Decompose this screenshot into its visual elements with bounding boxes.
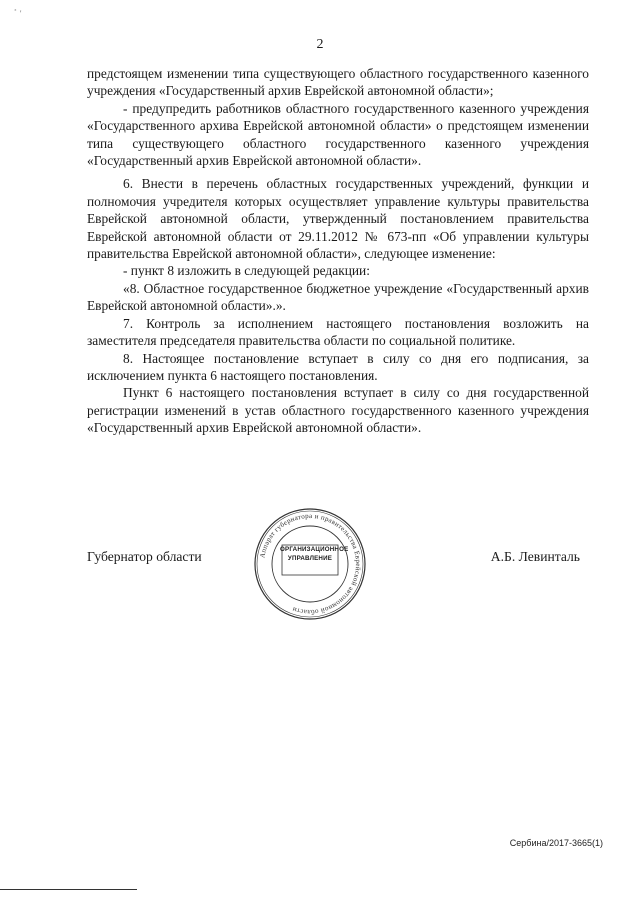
paragraph-effective-date: Пункт 6 настоящего постановления вступает в силу со дня государственной регистрации изменений в устав областного государственного казенного учреждения «Государственный архив Еврейской автономной области». [87,385,589,436]
stamp-ring-text: Аппарат губернатора и правительства Еврейской автономной области [258,511,363,617]
paragraph-item-8-edit: - пункт 8 изложить в следующей редакции: [123,263,370,279]
corner-mark: ﾞ ' [14,9,22,18]
paragraph-item-6: 6. Внести в перечень областных государственных учреждений, функции и полномочия учредителя которых осуществляет управление культуры правительства Еврейской автономной области, утвержденный постановлением правительства Еврейской автономной области от 29.11.2012 № 673-пп «Об управлении культуры правительства Еврейской автономной области», следующее изменение: [87,176,589,262]
document-body [87,65,589,437]
official-stamp [250,507,370,622]
svg-text:Аппарат губернатора и правител [258,512,362,616]
footer-code: Сербина/2017-3665(1) [509,838,603,848]
stamp-center-line2: УПРАВЛЕНИЕ [287,555,333,562]
page-number: 2 [316,37,324,52]
paragraph-continuation: предстоящем изменении типа существующего областного государственного казенного учреждения «Государственный архив Еврейской автономной области»; [87,66,589,99]
paragraph-item-8: 8. Настоящее постановление вступает в силу со дня его подписания, за исключением пункта 6 настоящего постановления. [87,350,589,383]
stamp-center-line1: ОРГАНИЗАЦИОННОЕ [280,546,349,553]
stamp-seal-icon [250,507,370,622]
paragraph-item-7: 7. Контроль за исполнением настоящего постановления возложить на заместителя председателя правительства области по социальной политике. [87,315,589,349]
signature-position: Губернатор области [87,549,202,564]
footer-divider [0,889,137,890]
signature-name: А.Б. Левинталь [490,549,580,564]
paragraph-warn-employees: - предупредить работников областного государственного казенного учреждения «Государственного архива Еврейской автономной области» о предстоящем изменении типа существующего областного государственного казенного учреждения «Государственный архив Еврейской автономной области». [87,100,589,169]
paragraph-item-8-text: «8. Областное государственное бюджетное учреждение «Государственный архив Еврейской автономной области».». [87,280,589,314]
stamp-center [280,545,349,563]
